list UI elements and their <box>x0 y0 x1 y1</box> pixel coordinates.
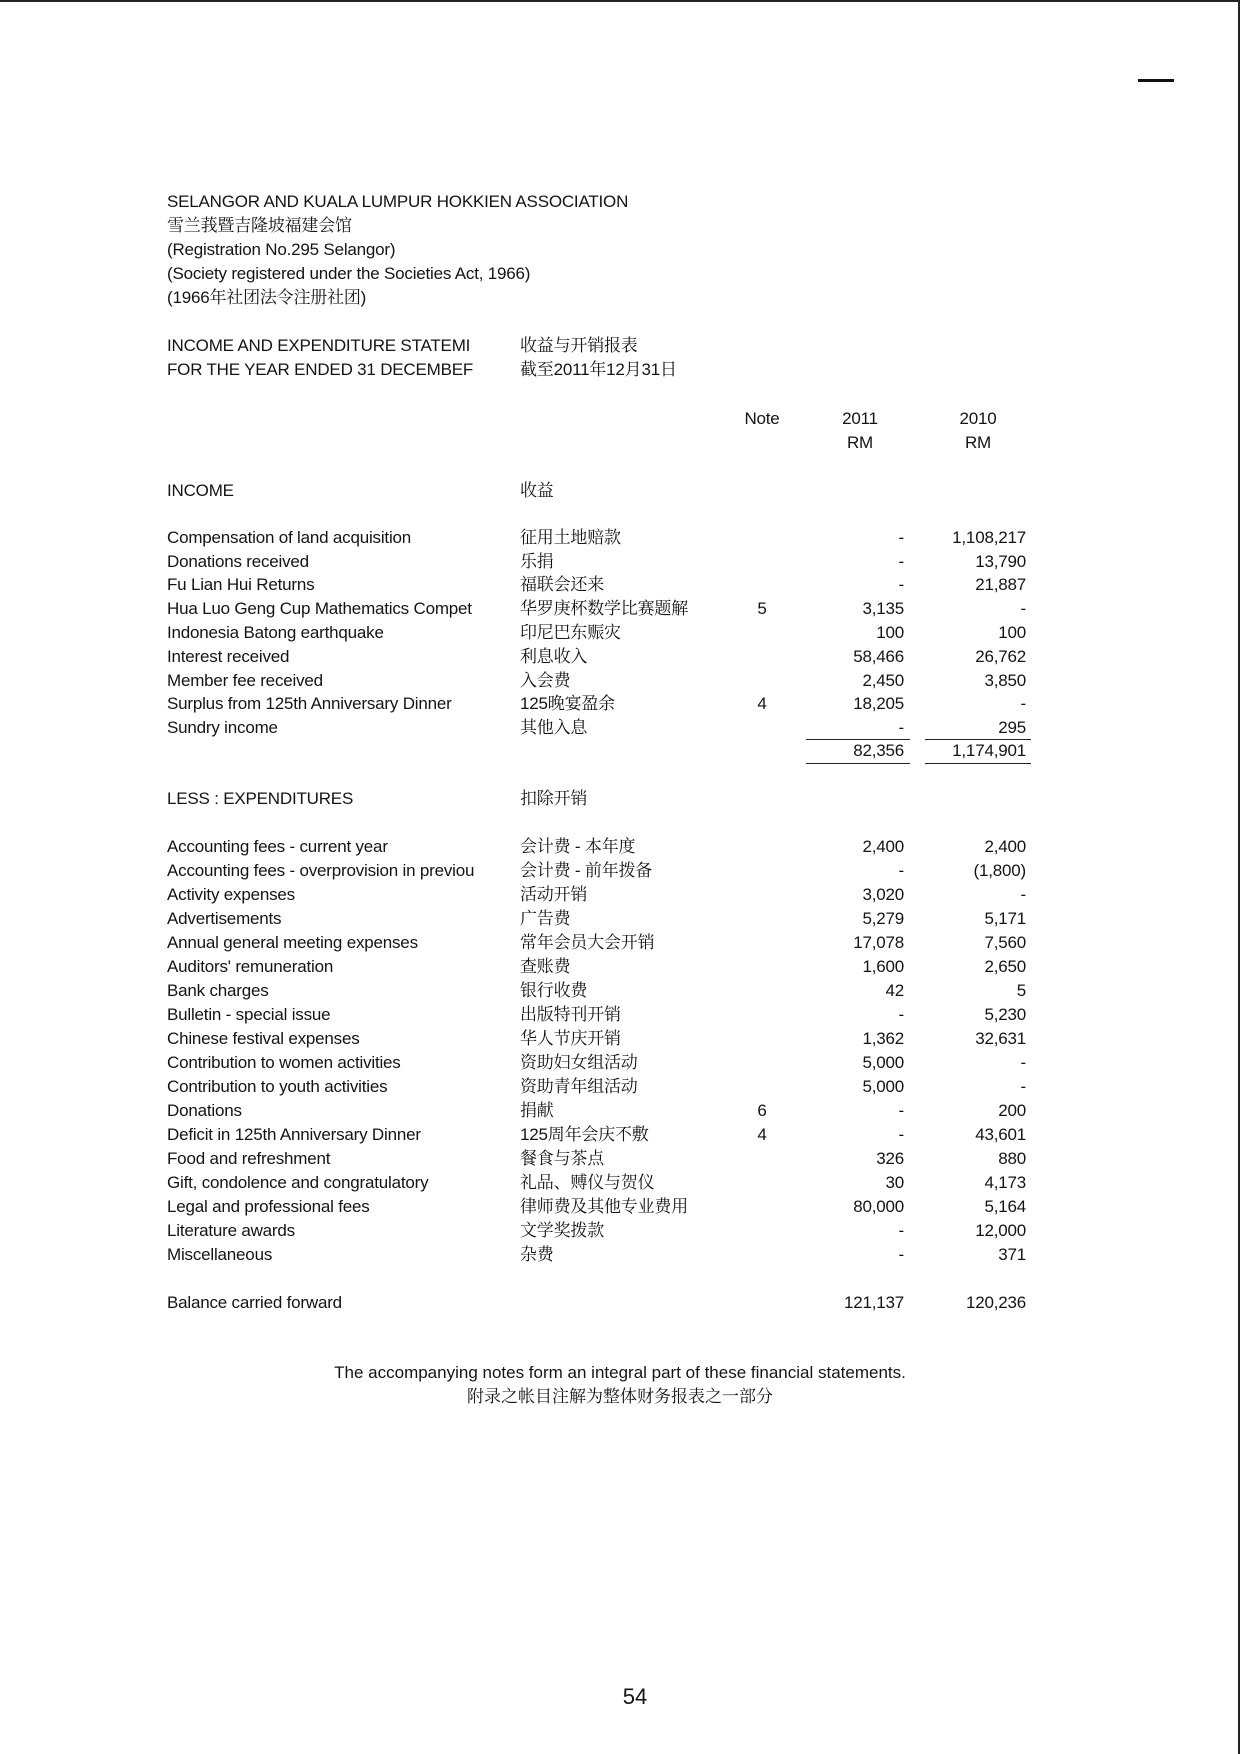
row-label-zh: 会计费 - 本年度 <box>520 837 636 856</box>
row-value-2010: - <box>1020 1077 1026 1096</box>
row-label-zh: 文学奖拨款 <box>520 1221 604 1240</box>
table-row <box>0 1219 1240 1243</box>
table-row <box>0 979 1240 1003</box>
row-label-en: Member fee received <box>167 671 323 690</box>
row-value-2011: 1,600 <box>862 957 904 976</box>
unit-2011-header: RM <box>846 433 874 452</box>
row-value-2011: 1,362 <box>862 1029 904 1048</box>
income-total-2011: 82,356 <box>853 741 904 760</box>
table-row <box>0 1147 1240 1171</box>
table-row <box>0 1243 1240 1267</box>
row-value-2010: 100 <box>998 623 1026 642</box>
row-value-2011: 58,466 <box>853 647 904 666</box>
row-label-zh: 资助青年组活动 <box>520 1077 638 1096</box>
row-label-en: Contribution to women activities <box>167 1053 401 1072</box>
table-row <box>0 931 1240 955</box>
row-value-2010: 26,762 <box>975 647 1026 666</box>
row-label-en: Surplus from 125th Anniversary Dinner <box>167 694 452 713</box>
balance-2011: 121,137 <box>843 1293 904 1312</box>
table-row <box>0 669 1240 693</box>
org-name-zh: 雪兰莪暨吉隆坡福建会馆 <box>167 216 352 235</box>
table-row <box>0 1027 1240 1051</box>
income-heading-zh: 收益 <box>520 481 554 500</box>
income-heading-row <box>0 479 1240 503</box>
expenditures-heading-row <box>0 787 1240 811</box>
row-label-en: Miscellaneous <box>167 1245 273 1264</box>
table-row <box>0 645 1240 669</box>
table-row <box>0 859 1240 883</box>
row-value-2010: 1,108,217 <box>952 528 1026 547</box>
row-value-2011: - <box>898 861 904 880</box>
row-value-2010: 13,790 <box>975 552 1026 571</box>
row-label-en: Activity expenses <box>167 885 295 904</box>
row-value-2011: 5,000 <box>862 1077 904 1096</box>
row-value-2011: 2,400 <box>862 837 904 856</box>
row-label-en: Advertisements <box>167 909 282 928</box>
row-value-2011: - <box>898 575 904 594</box>
row-label-zh: 125晚宴盈余 <box>520 694 615 713</box>
row-label-zh: 出版特刊开销 <box>520 1005 621 1024</box>
org-name-en: SELANGOR AND KUALA LUMPUR HOKKIEN ASSOCIATION <box>167 192 629 211</box>
row-label-en: Literature awards <box>167 1221 295 1240</box>
row-label-en: Contribution to youth activities <box>167 1077 388 1096</box>
table-row <box>0 573 1240 597</box>
table-row <box>0 1099 1240 1123</box>
row-label-zh: 125周年会庆不敷 <box>520 1125 649 1144</box>
row-label-en: Bulletin - special issue <box>167 1005 331 1024</box>
row-note: 4 <box>757 1125 767 1144</box>
row-label-en: Gift, condolence and congratulatory <box>167 1173 429 1192</box>
expenditures-heading-zh: 扣除开销 <box>520 789 588 808</box>
row-label-en: Bank charges <box>167 981 269 1000</box>
row-label-zh: 入会费 <box>520 671 571 690</box>
row-label-zh: 印尼巴东赈灾 <box>520 623 621 642</box>
table-row <box>0 835 1240 859</box>
balance-2010: 120,236 <box>965 1293 1026 1312</box>
unit-header-row <box>0 431 1240 455</box>
period-en: FOR THE YEAR ENDED 31 DECEMBEF <box>167 360 474 379</box>
table-row <box>0 1003 1240 1027</box>
balance-row <box>0 1291 1240 1315</box>
table-row <box>0 883 1240 907</box>
row-label-zh: 利息收入 <box>520 647 588 666</box>
table-row <box>0 597 1240 621</box>
period-zh: 截至2011年12月31日 <box>520 360 677 379</box>
row-label-zh: 查账费 <box>520 957 571 976</box>
table-row <box>0 907 1240 931</box>
row-label-zh: 餐食与茶点 <box>520 1149 604 1168</box>
row-value-2010: 32,631 <box>975 1029 1026 1048</box>
row-value-2011: - <box>898 552 904 571</box>
row-value-2010: - <box>1020 885 1026 904</box>
page-top-border <box>0 0 1240 2</box>
society-act-en: (Society registered under the Societies Act, 1966) <box>167 264 531 283</box>
unit-2010-header: RM <box>964 433 992 452</box>
income-total-rule-2010 <box>925 763 1031 764</box>
row-value-2010: 2,400 <box>984 837 1026 856</box>
row-label-zh: 福联会还来 <box>520 575 604 594</box>
row-note: 5 <box>757 599 767 618</box>
page-number: 54 <box>622 1684 648 1709</box>
row-value-2011: 18,205 <box>853 694 904 713</box>
row-label-zh: 杂费 <box>520 1245 554 1264</box>
row-value-2010: - <box>1020 694 1026 713</box>
row-value-2011: 326 <box>876 1149 904 1168</box>
row-value-2010: 12,000 <box>975 1221 1026 1240</box>
row-label-en: Sundry income <box>167 718 278 737</box>
row-label-en: Legal and professional fees <box>167 1197 370 1216</box>
balance-label: Balance carried forward <box>167 1293 342 1312</box>
row-label-zh: 礼品、赙仪与贺仪 <box>520 1173 655 1192</box>
row-value-2010: 880 <box>998 1149 1026 1168</box>
row-value-2010: - <box>1020 599 1026 618</box>
row-value-2010: 5 <box>1016 981 1026 1000</box>
row-value-2011: 17,078 <box>853 933 904 952</box>
row-label-zh: 捐献 <box>520 1101 554 1120</box>
table-row <box>0 1075 1240 1099</box>
row-label-zh: 其他入息 <box>520 718 588 737</box>
row-label-en: Donations <box>167 1101 242 1120</box>
row-label-zh: 征用土地赔款 <box>520 528 621 547</box>
row-label-zh: 常年会员大会开销 <box>520 933 655 952</box>
row-value-2010: 2,650 <box>984 957 1026 976</box>
row-value-2010: 5,164 <box>984 1197 1026 1216</box>
income-total-row <box>0 739 1240 763</box>
row-label-en: Indonesia Batong earthquake <box>167 623 384 642</box>
expenditures-heading-en: LESS : EXPENDITURES <box>167 789 354 808</box>
row-value-2011: - <box>898 1221 904 1240</box>
row-value-2011: 80,000 <box>853 1197 904 1216</box>
row-label-en: Hua Luo Geng Cup Mathematics Compet <box>167 599 472 618</box>
table-row <box>0 526 1240 550</box>
row-value-2011: - <box>898 1245 904 1264</box>
row-label-en: Chinese festival expenses <box>167 1029 360 1048</box>
row-value-2011: 100 <box>876 623 904 642</box>
statement-title-zh: 收益与开销报表 <box>520 336 638 355</box>
row-value-2011: - <box>898 1005 904 1024</box>
year-2011-header: 2011 <box>842 409 878 428</box>
row-label-zh: 活动开销 <box>520 885 588 904</box>
row-value-2010: 5,230 <box>984 1005 1026 1024</box>
statement-title-en: INCOME AND EXPENDITURE STATEMI <box>167 336 471 355</box>
row-label-en: Annual general meeting expenses <box>167 933 418 952</box>
year-2010-header: 2010 <box>959 409 997 428</box>
row-value-2010: 7,560 <box>984 933 1026 952</box>
table-row <box>0 716 1240 740</box>
row-value-2011: 5,279 <box>862 909 904 928</box>
income-total-rule-2011 <box>806 763 910 764</box>
row-value-2011: 3,020 <box>862 885 904 904</box>
income-total-2010: 1,174,901 <box>952 741 1026 760</box>
row-value-2011: - <box>898 1125 904 1144</box>
row-label-zh: 乐捐 <box>520 552 554 571</box>
row-label-en: Accounting fees - current year <box>167 837 388 856</box>
row-value-2010: 5,171 <box>984 909 1026 928</box>
row-value-2010: 3,850 <box>984 671 1026 690</box>
table-row <box>0 1123 1240 1147</box>
row-label-zh: 银行收费 <box>520 981 588 1000</box>
row-label-zh: 资助妇女组活动 <box>520 1053 638 1072</box>
footnote-zh: 附录之帐目注解为整体财务报表之一部分 <box>467 1387 773 1406</box>
row-label-zh: 律师费及其他专业费用 <box>520 1197 688 1216</box>
row-label-en: Auditors' remuneration <box>167 957 334 976</box>
row-label-en: Compensation of land acquisition <box>167 528 412 547</box>
row-value-2010: - <box>1020 1053 1026 1072</box>
row-value-2011: 3,135 <box>862 599 904 618</box>
row-value-2011: 42 <box>885 981 904 1000</box>
row-label-zh: 华人节庆开销 <box>520 1029 621 1048</box>
row-value-2011: 2,450 <box>862 671 904 690</box>
row-label-zh: 广告费 <box>520 909 571 928</box>
row-value-2011: - <box>898 718 904 737</box>
row-value-2010: 21,887 <box>975 575 1026 594</box>
table-row <box>0 1051 1240 1075</box>
society-act-zh: (1966年社团法令注册社团) <box>167 288 367 307</box>
row-value-2010: 43,601 <box>975 1125 1026 1144</box>
corner-dash-mark <box>1138 79 1174 82</box>
row-note: 6 <box>757 1101 767 1120</box>
row-label-zh: 华罗庚杯数学比赛题解 <box>520 599 688 618</box>
table-row <box>0 1171 1240 1195</box>
row-label-zh: 会计费 - 前年拨备 <box>520 861 653 880</box>
footnote-en: The accompanying notes form an integral part of these financial statements. <box>334 1363 906 1382</box>
row-label-en: Interest received <box>167 647 290 666</box>
row-value-2010: 295 <box>998 718 1026 737</box>
row-label-en: Food and refreshment <box>167 1149 331 1168</box>
row-label-en: Deficit in 125th Anniversary Dinner <box>167 1125 421 1144</box>
table-row <box>0 1195 1240 1219</box>
row-value-2010: 200 <box>998 1101 1026 1120</box>
table-row <box>0 621 1240 645</box>
note-column-header: Note <box>744 409 780 428</box>
row-label-en: Donations received <box>167 552 309 571</box>
row-value-2010: 4,173 <box>984 1173 1026 1192</box>
row-value-2011: - <box>898 528 904 547</box>
row-value-2011: - <box>898 1101 904 1120</box>
row-note: 4 <box>757 694 767 713</box>
table-row <box>0 692 1240 716</box>
table-row <box>0 550 1240 574</box>
row-value-2010: (1,800) <box>973 861 1026 880</box>
row-value-2010: 371 <box>998 1245 1026 1264</box>
income-heading-en: INCOME <box>167 481 234 500</box>
column-header-row <box>0 407 1240 431</box>
table-row <box>0 955 1240 979</box>
registration-number: (Registration No.295 Selangor) <box>167 240 396 259</box>
row-label-en: Accounting fees - overprovision in previou <box>167 861 475 880</box>
row-value-2011: 30 <box>885 1173 904 1192</box>
row-label-en: Fu Lian Hui Returns <box>167 575 315 594</box>
row-value-2011: 5,000 <box>862 1053 904 1072</box>
